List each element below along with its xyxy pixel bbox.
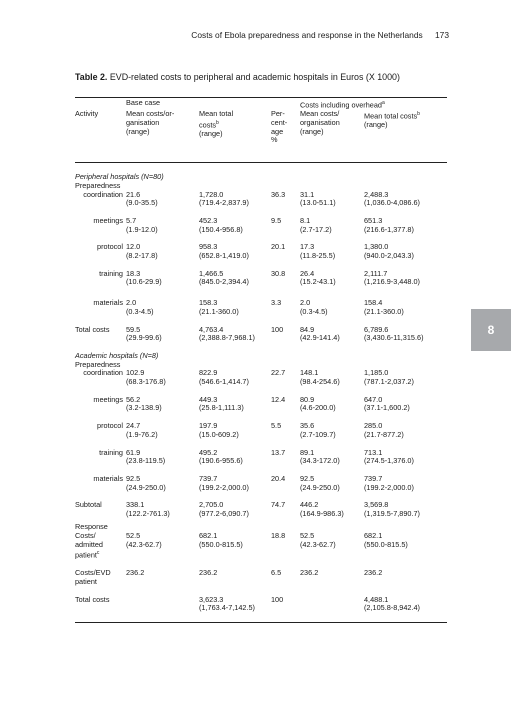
activity-cell: Total costs [75,594,110,604]
section-title: Academic hospitals (N=8) [75,350,159,360]
table-caption-text: EVD-related costs to peripheral and academic hospitals in Euros (X 1000) [107,72,400,82]
overhead-total-cell: 6,789.6 (3,430.6-11,315.6) [364,324,424,343]
chapter-tab: 8 [471,309,511,351]
header-base-case: Base case [126,98,161,107]
overhead-total-cell: 3,569.8 (1,319.5-7,890.7) [364,500,420,519]
overhead-mean-cell: 148.1 (98.4-254.6) [300,368,340,387]
percentage-cell: 30.8 [271,268,286,278]
percentage-cell: 18.8 [271,530,286,540]
academic-total-rows [75,596,447,613]
subsection-title: Preparedness [75,180,121,190]
header-percentage: Per- cent- age % [271,109,288,145]
mean-total-cell: 958.3 (652.8-1,419.0) [199,242,249,261]
overhead-total-cell: 2,111.7 (1,216.9-3,448.0) [364,268,420,287]
overhead-mean-cell: 26.4 (15.2-43.1) [300,268,336,287]
overhead-total-cell: 647.0 (37.1-1,600.2) [364,394,410,413]
header-mean-costs-org: Mean costs/or- ganisation (range) [126,109,175,136]
percentage-cell: 20.4 [271,474,286,483]
running-header [191,30,449,40]
activity-cell: Costs/ admitted patient$^c$ [75,530,103,560]
header-overhead: Costs including overhead$^a$ [300,100,385,110]
activity-cell: meetings [93,215,123,225]
overhead-total-cell: 713.1 (274.5-1,376.0) [364,447,414,466]
mean-cost-cell: 61.9 (23.8-119.5) [126,447,166,466]
percentage-cell: 3.3 [271,298,282,308]
mean-cost-cell: 59.5 (29.9-99.6) [126,324,162,343]
overhead-mean-cell: 35.6 (2.7-109.7) [300,421,336,439]
activity-cell: training [99,447,123,457]
activity-cell: materials [93,474,123,483]
percentage-cell: 13.7 [271,447,286,457]
percentage-cell: 100 [271,324,284,334]
table-row [75,569,447,586]
activity-cell: protocol [97,421,123,431]
mean-total-cell: 495.2 (190.6-955.6) [199,447,243,466]
academic-rows [75,369,447,518]
mean-cost-cell: 5.7 (1.9-12.0) [126,215,158,234]
overhead-total-cell: 1,185.0 (787.1-2,037.2) [364,368,414,387]
table-row [75,422,447,439]
table-row [75,449,447,466]
mean-total-cell: 682.1 (550.0-815.5) [199,530,243,549]
overhead-total-cell: 4,488.1 (2,105.8-8,942.4) [364,594,420,613]
overhead-mean-cell: 92.5 (24.9-250.0) [300,474,340,492]
table-caption [75,72,400,82]
mean-total-cell: 158.3 (21.1-360.0) [199,298,239,316]
table-bottom-rule [75,622,447,623]
page-number: 173 [435,30,449,40]
peripheral-rows [75,191,447,343]
table-body [75,164,447,190]
mean-cost-cell: 338.1 (122.2-761.3) [126,500,170,519]
percentage-cell: 20.1 [271,242,286,252]
activity-cell: meetings [93,394,123,404]
overhead-mean-cell: 446.2 (164.9-986.3) [300,500,344,519]
mean-total-cell: 822.9 (546.6-1,414.7) [199,368,249,387]
section-academic [75,352,447,361]
mean-cost-cell: 12.0 (8.2-17.8) [126,242,158,261]
subtotal-row [75,501,447,518]
activity-cell: materials [93,298,123,308]
table-row [75,475,447,492]
overhead-total-cell: 651.3 (216.6-1,377.8) [364,215,414,234]
costs-table [75,99,447,613]
overhead-mean-cell: 80.9 (4.6-200.0) [300,394,336,413]
overhead-mean-cell: 89.1 (34.3-172.0) [300,447,340,466]
response-rows [75,532,447,596]
table-row [75,396,447,413]
mean-cost-cell: 92.5 (24.9-250.0) [126,474,166,492]
percentage-cell: 5.5 [271,421,282,431]
table-header [75,99,447,164]
table-row [75,369,447,386]
overhead-mean-cell: 17.3 (11.8-25.5) [300,242,336,261]
overhead-total-cell: 682.1 (550.0-815.5) [364,530,408,549]
table-row [75,532,447,561]
subsection-title: Response [75,522,108,532]
activity-cell: protocol [97,242,123,252]
percentage-cell: 74.7 [271,500,286,510]
subsection-title: Preparedness [75,359,121,369]
percentage-cell: 22.7 [271,368,286,378]
activity-cell: Costs/EVD patient [75,568,111,587]
mean-cost-cell: 21.6 (9.0-35.5) [126,189,158,208]
mean-cost-cell: 102.9 (68.3-176.8) [126,368,166,387]
mean-total-cell: 4,763.4 (2,388.8-7,968.1) [199,324,255,343]
percentage-cell: 9.5 [271,215,282,225]
mean-total-cell: 2,705.0 (977.2-6,090.7) [199,500,249,519]
total-row [75,596,447,613]
activity-cell: Subtotal [75,500,102,510]
table-row [75,217,447,234]
academic-section [75,343,447,369]
activity-cell: Total costs [75,324,110,334]
mean-total-cell: 452.3 (150.4-956.8) [199,215,243,234]
total-row [75,326,447,343]
mean-total-cell: 449.3 (25.8-1,111.3) [199,394,244,413]
mean-cost-cell: 24.7 (1.9-76.2) [126,421,158,439]
mean-total-cell: 197.9 (15.0-609.2) [199,421,239,439]
overhead-mean-cell: 31.1 (13.0-51.1) [300,189,336,208]
activity-cell: training [99,268,123,278]
overhead-total-cell: 739.7 (199.2-2,000.0) [364,474,414,492]
overhead-total-cell: 236.2 [364,568,383,578]
mean-cost-cell [126,596,199,613]
header-mean-total: Mean total costs$^b$ (range) [199,109,234,138]
percentage-cell: 6.5 [271,568,282,578]
overhead-total-cell: 285.0 (21.7-877.2) [364,421,404,439]
mean-total-cell: 1,466.5 (845.0-2,394.4) [199,268,249,287]
subsection-row [75,519,447,532]
header-activity: Activity [75,109,99,119]
overhead-mean-cell [300,596,364,613]
mean-cost-cell: 236.2 [126,568,145,578]
activity-cell: coordination [83,189,123,199]
header-mean-total-overhead: Mean total costs$^b$ (range) [364,111,420,130]
overhead-mean-cell: 52.5 (42.3-62.7) [300,530,336,549]
mean-total-cell: 739.7 (199.2-2,000.0) [199,474,249,492]
mean-cost-cell: 2.0 (0.3-4.5) [126,298,154,316]
mean-cost-cell: 18.3 (10.6-29.9) [126,268,162,287]
activity-cell: coordination [83,368,123,378]
percentage-cell: 36.3 [271,189,286,199]
overhead-mean-cell: 84.9 (42.9-141.4) [300,324,340,343]
table-row [75,243,447,260]
table-row [75,270,447,287]
table-caption-label: Table 2. [75,72,108,82]
overhead-mean-cell: 8.1 (2.7-17.2) [300,215,332,234]
table-row [75,191,447,208]
header-mean-costs-org-overhead: Mean costs/ organisation (range) [300,109,340,136]
section-peripheral [75,173,447,182]
overhead-mean-cell: 2.0 (0.3-4.5) [300,298,328,316]
mean-cost-cell: 56.2 (3.2-138.9) [126,394,162,413]
percentage-cell: 100 [271,594,284,604]
response-section [75,519,447,532]
overhead-total-cell: 2,488.3 (1,036.0-4,086.6) [364,189,420,208]
overhead-total-cell: 1,380.0 (940.0-2,043.3) [364,242,414,261]
percentage-cell: 12.4 [271,394,286,404]
overhead-total-cell: 158.4 (21.1-360.0) [364,298,404,316]
mean-cost-cell: 52.5 (42.3-62.7) [126,530,162,549]
section-title: Peripheral hospitals (N=80) [75,172,164,182]
table-row [75,299,447,316]
mean-total-cell: 236.2 [199,568,218,578]
mean-total-cell: 3,623.3 (1,763.4-7,142.5) [199,594,255,613]
running-header-title: Costs of Ebola preparedness and response in the Netherlands [191,30,423,40]
overhead-mean-cell: 236.2 [300,568,319,578]
mean-total-cell: 1,728.0 (719.4-2,837.9) [199,189,249,208]
